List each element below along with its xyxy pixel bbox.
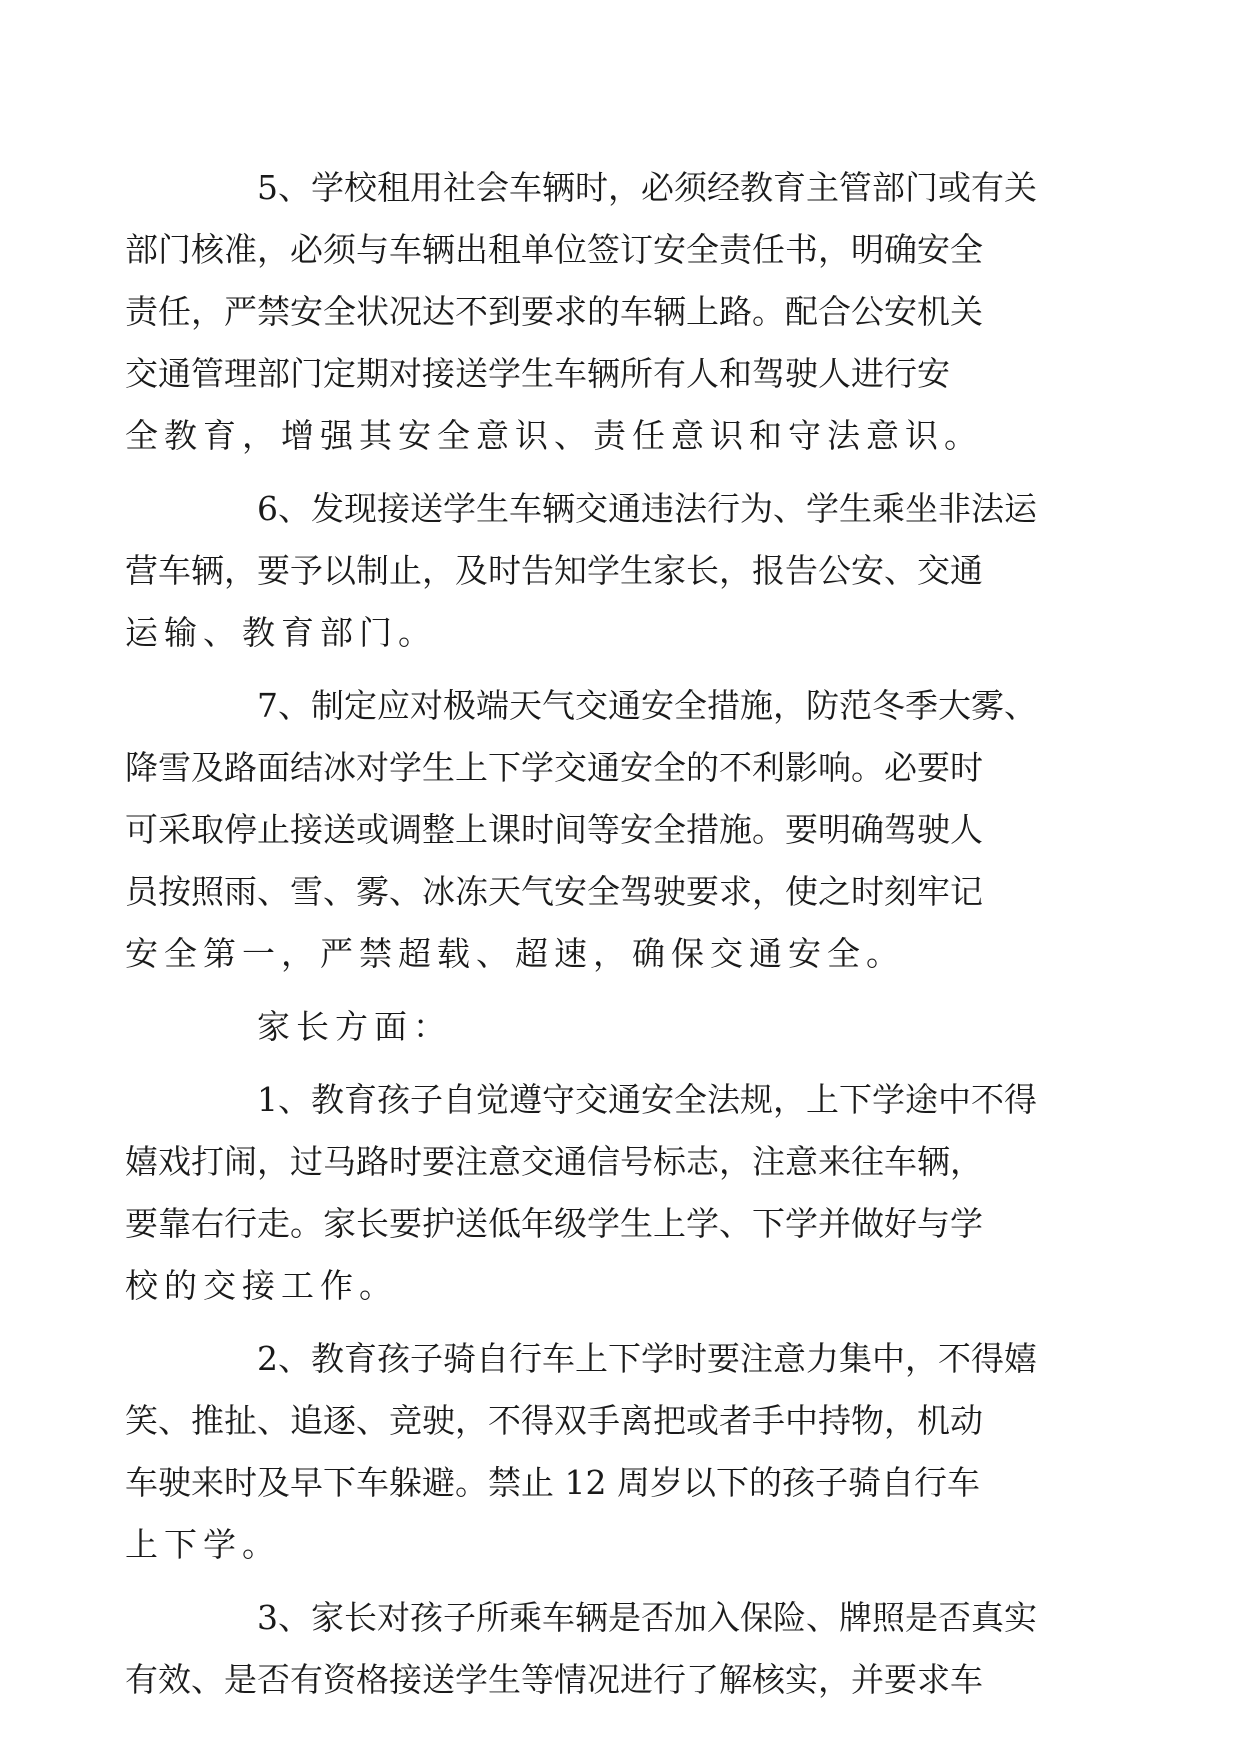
paragraph-parent-3 bbox=[125, 1587, 1061, 1711]
text-line: 降雪及路面结冰对学生上下学交通安全的不利影响。必要时 bbox=[125, 748, 983, 787]
text-line: 交通管理部门定期对接送学生车辆所有人和驾驶人进行安 bbox=[125, 354, 950, 393]
text-line: 责任，严禁安全状况达不到要求的车辆上路。配合公安机关 bbox=[125, 292, 983, 331]
text-line: 嬉戏打闹，过马路时要注意交通信号标志，注意来往车辆， bbox=[125, 1142, 983, 1181]
text-line: 3、家长对孩子所乘车辆是否加入保险、牌照是否真实 bbox=[257, 1598, 1037, 1637]
text-line: 可采取停止接送或调整上课时间等安全措施。要明确驾驶人 bbox=[125, 810, 983, 849]
text-line: 家长方面： bbox=[257, 1007, 452, 1046]
text-line: 上下学。 bbox=[125, 1525, 281, 1564]
document-body bbox=[125, 157, 1061, 1711]
text-line: 6、发现接送学生车辆交通违法行为、学生乘坐非法运 bbox=[257, 489, 1037, 528]
paragraph-parent-1 bbox=[125, 1069, 1061, 1317]
text-line: 1、教育孩子自觉遵守交通安全法规，上下学途中不得 bbox=[257, 1080, 1037, 1119]
paragraph-item-6 bbox=[125, 478, 1061, 664]
text-line: 部门核准，必须与车辆出租单位签订安全责任书，明确安全 bbox=[125, 230, 983, 269]
text-line: 有效、是否有资格接送学生等情况进行了解核实，并要求车 bbox=[125, 1660, 983, 1699]
paragraph-item-7 bbox=[125, 675, 1061, 985]
text-line: 要靠右行走。家长要护送低年级学生上学、下学并做好与学 bbox=[125, 1204, 983, 1243]
text-line: 车驶来时及早下车躲避。禁止 12 周岁以下的孩子骑自行车 bbox=[125, 1463, 980, 1502]
section-heading-parents bbox=[191, 996, 1061, 1058]
text-line: 安全第一，严禁超载、超速，确保交通安全。 bbox=[125, 934, 905, 973]
text-line: 7、制定应对极端天气交通安全措施，防范冬季大雾、 bbox=[257, 686, 1037, 725]
text-line: 校的交接工作。 bbox=[125, 1266, 398, 1305]
text-line: 5、学校租用社会车辆时，必须经教育主管部门或有关 bbox=[257, 168, 1037, 207]
text-line: 运输、教育部门。 bbox=[125, 613, 437, 652]
text-line: 笑、推扯、追逐、竞驶，不得双手离把或者手中持物，机动 bbox=[125, 1401, 983, 1440]
text-line: 全教育，增强其安全意识、责任意识和守法意识。 bbox=[125, 416, 983, 455]
paragraph-item-5 bbox=[125, 157, 1061, 467]
text-line: 2、教育孩子骑自行车上下学时要注意力集中，不得嬉 bbox=[257, 1339, 1037, 1378]
text-line: 员按照雨、雪、雾、冰冻天气安全驾驶要求，使之时刻牢记 bbox=[125, 872, 983, 911]
text-line: 营车辆，要予以制止，及时告知学生家长，报告公安、交通 bbox=[125, 551, 983, 590]
paragraph-parent-2 bbox=[125, 1328, 1061, 1576]
